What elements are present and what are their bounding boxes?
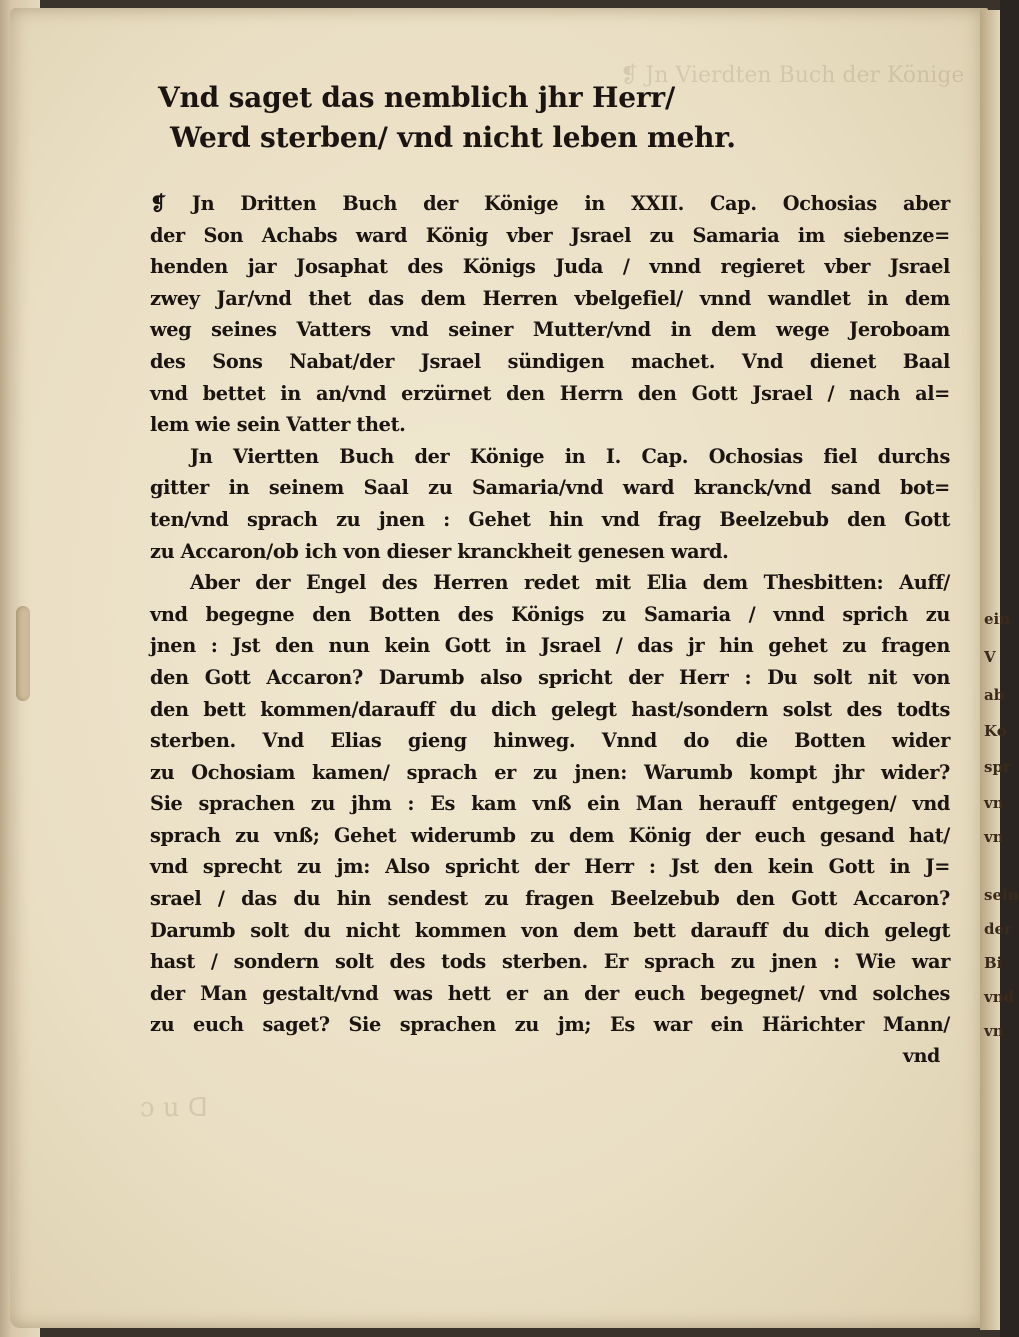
next-page-fragment: sein bbox=[984, 886, 1019, 904]
text-line: zwey Jar/vnd thet das dem Herren vbelgefiel/ vnnd wandlet in dem bbox=[150, 286, 950, 310]
next-page-fragment: vnd bbox=[984, 988, 1015, 1006]
text-line: Jn Viertten Buch der Könige in I. Cap. Ochosias fiel durchs bbox=[190, 444, 950, 468]
next-page-fragment: V bbox=[984, 648, 996, 666]
next-page-fragment: spr bbox=[984, 758, 1011, 776]
text-line: jnen : Jst den nun kein Gott in Jsrael / das jr hin gehet zu fragen bbox=[150, 634, 950, 658]
verse-line-2: Werd sterben/ vnd nicht leben mehr. bbox=[170, 121, 736, 154]
text-line: ten/vnd sprach zu jnen : Gehet hin vnd frag Beelzebub den Gott bbox=[150, 507, 950, 531]
verse-couplet bbox=[150, 78, 950, 158]
text-line: vnd begegne den Botten des Königs zu Samaria / vnnd sprich zu bbox=[150, 602, 950, 626]
text-line: gitter in seinem Saal zu Samaria/vnd ward kranck/vnd sand bot= bbox=[150, 476, 950, 500]
page-content bbox=[150, 78, 950, 1073]
next-page-fragment: der bbox=[984, 920, 1012, 938]
text-line: den Gott Accaron? Darumb also spricht der Herr : Du solt nit von bbox=[150, 665, 950, 689]
text-line: henden jar Josaphat des Königs Juda / vnnd regieret vber Jsrael bbox=[150, 255, 950, 279]
text-line: Darumb solt du nicht kommen von dem bett darauff du dich gelegt bbox=[150, 918, 950, 942]
text-line: zu Ochosiam kamen/ sprach er zu jnen: Warumb kompt jhr wider? bbox=[150, 760, 950, 784]
text-line: zu Accaron/ob ich von dieser kranckheit genesen ward. bbox=[150, 539, 729, 563]
show-through-text: ɔ u ᗡ bbox=[140, 1093, 208, 1123]
next-page-fragment: Bi bbox=[984, 954, 1003, 972]
text-line: sprach zu vnß; Gehet widerumb zu dem König der euch gesand hat/ bbox=[150, 823, 950, 847]
text-line: sterben. Vnd Elias gieng hinweg. Vnnd do die Botten wider bbox=[150, 729, 950, 753]
text-line: srael / das du hin sendest zu fragen Beelzebub den Gott Accaron? bbox=[150, 887, 950, 911]
next-page-fragment: vn bbox=[984, 794, 1004, 812]
text-line: Aber der Engel des Herren redet mit Elia dem Thesbitten: Auff/ bbox=[190, 571, 950, 595]
text-line: vnd sprecht zu jm: Also spricht der Herr : Jst den kein Gott in J= bbox=[150, 855, 950, 879]
text-line: der Man gestalt/vnd was hett er an der euch begegnet/ vnd solches bbox=[150, 981, 950, 1005]
next-page-fragment: ab bbox=[984, 686, 1005, 704]
show-through-text: ❡ Jn Vierdten Buch der Könige bbox=[620, 63, 965, 88]
next-page-fragment: Ko bbox=[984, 722, 1007, 740]
verse-line-1: Vnd saget das nemblich jhr Herr/ bbox=[158, 81, 676, 114]
book-page bbox=[10, 8, 988, 1328]
text-line: den bett kommen/darauff du dich gelegt hast/sondern solst des todts bbox=[150, 697, 950, 721]
text-line: des Sons Nabat/der Jsrael sündigen machet. Vnd dienet Baal bbox=[150, 349, 950, 373]
text-line: hast / sondern solt des tods sterben. Er sprach zu jnen : Wie war bbox=[150, 950, 950, 974]
next-page-fragment: ein bbox=[984, 610, 1011, 628]
page-clasp bbox=[16, 606, 30, 701]
catchword: vnd bbox=[902, 1045, 940, 1068]
text-line: lem wie sein Vatter thet. bbox=[150, 413, 406, 437]
text-line: vnd bettet in an/vnd erzürnet den Herrn den Gott Jsrael / nach al= bbox=[150, 381, 950, 405]
text-line: der Son Achabs ward König vber Jsrael zu Samaria im siebenze= bbox=[150, 223, 950, 247]
text-line: ❡ Jn Dritten Buch der Könige in XXII. Cap. Ochosias aber bbox=[150, 192, 950, 215]
text-line: Sie sprachen zu jhm : Es kam vnß ein Man herauff entgegen/ vnd bbox=[150, 792, 950, 816]
body-text bbox=[150, 188, 950, 1073]
next-page-edge bbox=[980, 10, 1019, 1330]
next-page-fragment: vn bbox=[984, 828, 1004, 846]
text-line: weg seines Vatters vnd seiner Mutter/vnd in dem wege Jeroboam bbox=[150, 318, 950, 342]
next-page-fragment: vn bbox=[984, 1022, 1004, 1040]
text-line: zu euch saget? Sie sprachen zu jm; Es war ein Härichter Mann/ bbox=[150, 1013, 950, 1037]
